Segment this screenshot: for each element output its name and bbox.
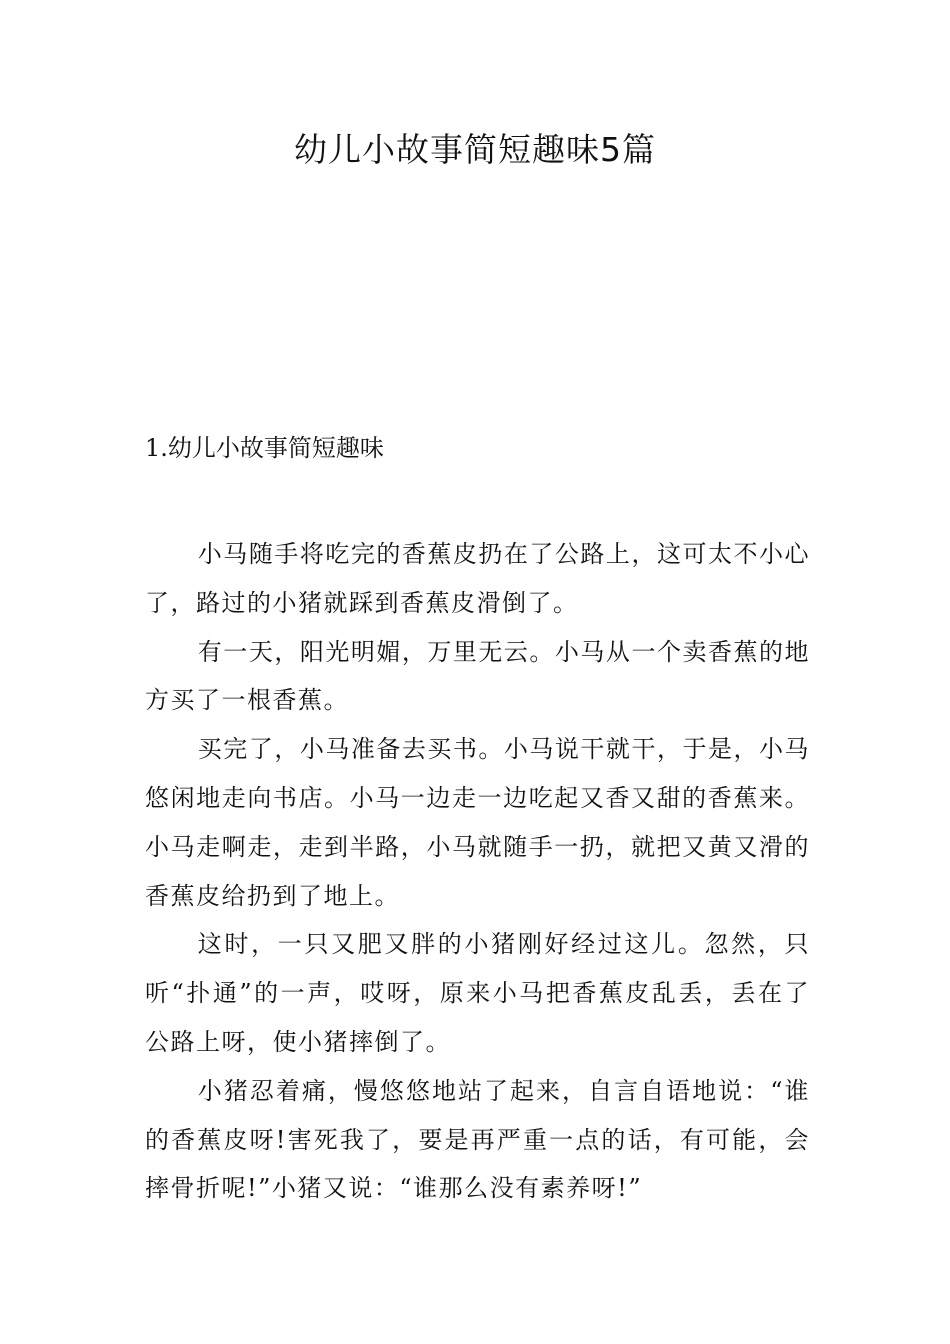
story-body — [145, 530, 810, 1213]
paragraph: 小猪忍着痛，慢悠悠地站了起来，自言自语地说：“谁的香蕉皮呀!害死我了，要是再严重一点的话，有可能，会摔骨折呢!”小猪又说：“谁那么没有素养呀!” — [145, 1076, 810, 1203]
section-heading: 1.幼儿小故事简短趣味 — [145, 434, 384, 462]
paragraph: 买完了，小马准备去买书。小马说干就干，于是，小马悠闲地走向书店。小马一边走一边吃起又香又甜的香蕉来。小马走啊走，走到半路，小马就随手一扔，就把又黄又滑的香蕉皮给扔到了地上。 — [145, 735, 810, 910]
paragraph: 有一天，阳光明媚，万里无云。小马从一个卖香蕉的地方买了一根香蕉。 — [145, 637, 810, 715]
paragraph: 这时，一只又肥又胖的小猪刚好经过这儿。忽然，只听“扑通”的一声，哎呀，原来小马把香蕉皮乱丢，丢在了公路上呀，使小猪摔倒了。 — [145, 930, 810, 1056]
document-title: 幼儿小故事简短趣味5篇 — [294, 130, 656, 169]
paragraph: 小马随手将吃完的香蕉皮扔在了公路上，这可太不小心了，路过的小猪就踩到香蕉皮滑倒了。 — [145, 540, 810, 617]
